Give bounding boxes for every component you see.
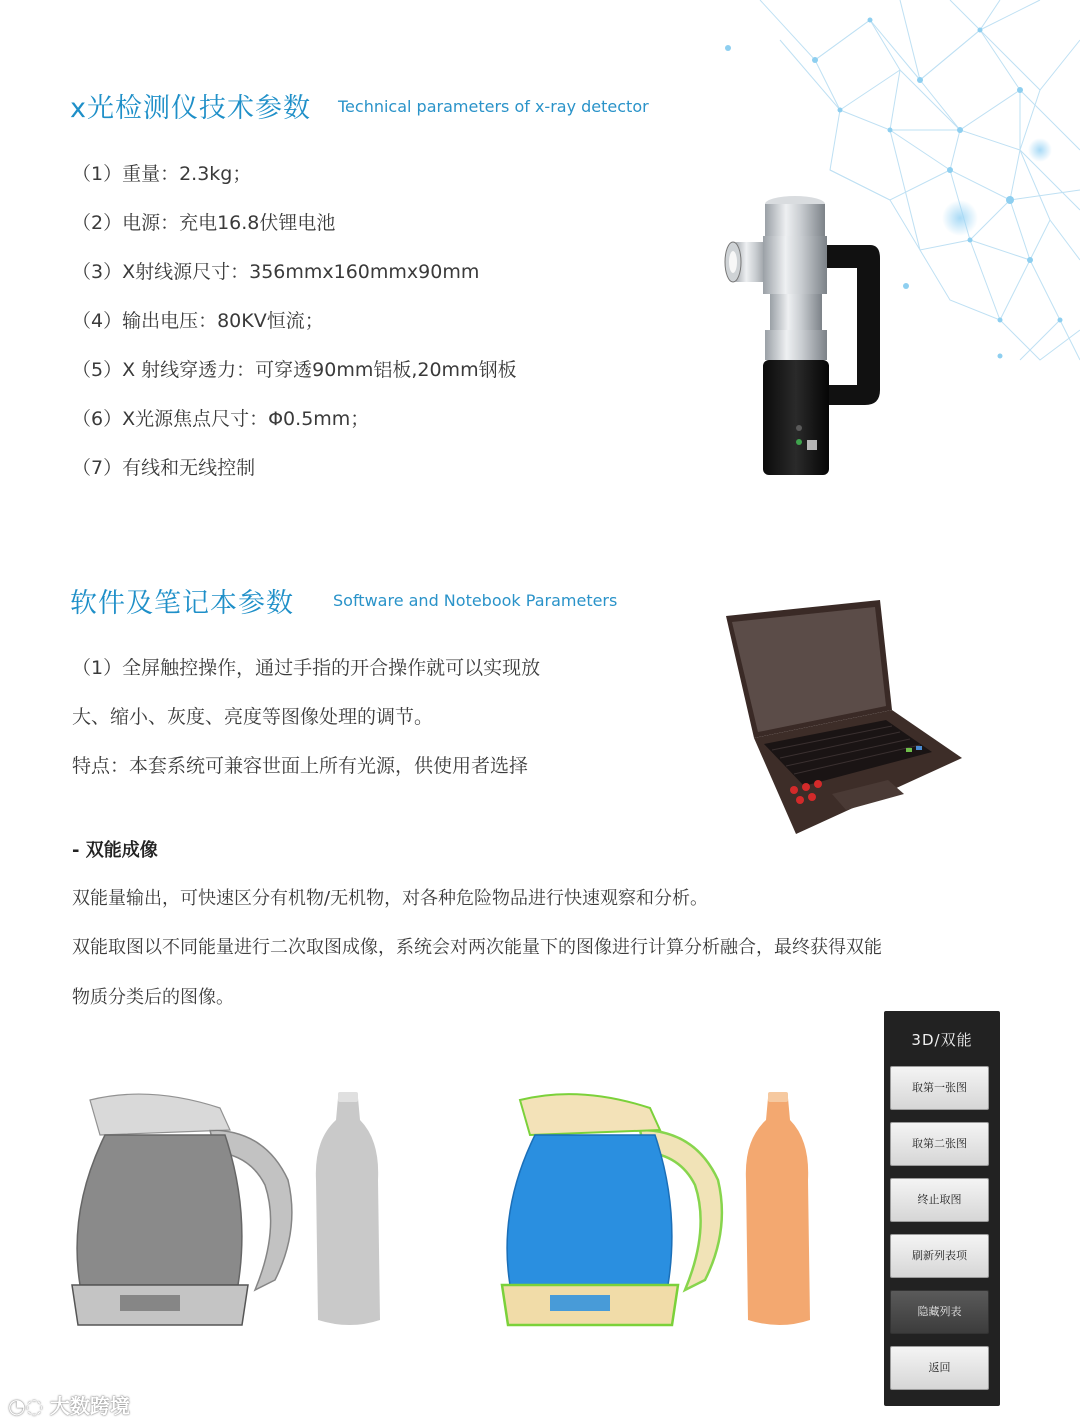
xray-param-penetration: （5）X 射线穿透力：可穿透90mm铝板,20mm钢板 xyxy=(72,359,517,381)
xray-dual-energy-image xyxy=(490,1090,820,1340)
capture-second-image-button[interactable]: 取第二张图 xyxy=(890,1122,989,1166)
software-section-subtitle: Software and Notebook Parameters xyxy=(333,591,618,610)
laptop-image xyxy=(720,598,970,838)
software-feature: 特点：本套系统可兼容世面上所有光源，供使用者选择 xyxy=(72,755,529,777)
dual-energy-heading: - 双能成像 xyxy=(72,840,158,861)
software-line-2: 大、缩小、灰度、亮度等图像处理的调节。 xyxy=(72,706,434,728)
xray-section-subtitle: Technical parameters of x-ray detector xyxy=(338,97,649,116)
xray-param-size: （3）X射线源尺寸：356mmx160mmx90mm xyxy=(72,261,480,283)
xray-param-weight: （1）重量：2.3kg； xyxy=(72,163,252,185)
panel-title: 3D/双能 xyxy=(911,1031,973,1049)
capture-first-image-button[interactable]: 取第一张图 xyxy=(890,1066,989,1110)
xray-device-image xyxy=(715,190,890,485)
xray-section-title: x光检测仪技术参数 xyxy=(70,93,311,124)
xray-param-power: （2）电源：充电16.8伏锂电池 xyxy=(72,212,336,234)
hide-list-button[interactable]: 隐藏列表 xyxy=(890,1290,989,1334)
xray-param-control: （7）有线和无线控制 xyxy=(72,457,256,479)
software-section-title: 软件及笔记本参数 xyxy=(70,588,294,619)
watermark-text: 大数跨境 xyxy=(49,1394,130,1418)
stop-capture-button[interactable]: 终止取图 xyxy=(890,1178,989,1222)
watermark xyxy=(8,1390,130,1419)
xray-param-focus: （6）X光源焦点尺寸：Φ0.5mm； xyxy=(72,408,370,430)
dual-energy-control-panel xyxy=(884,1011,1000,1406)
dual-energy-paragraph-1: 双能量输出，可快速区分有机物/无机物，对各种危险物品进行快速观察和分析。 xyxy=(72,888,709,909)
dual-energy-paragraph-2a: 双能取图以不同能量进行二次取图成像，系统会对两次能量下的图像进行计算分析融合，最终获得双能 xyxy=(72,937,882,958)
xray-grayscale-image xyxy=(60,1090,390,1340)
back-button[interactable]: 返回 xyxy=(890,1346,989,1390)
xray-param-voltage: （4）输出电压：80KV恒流； xyxy=(72,310,324,332)
watermark-logo-icon: ◔◌ xyxy=(8,1394,50,1418)
software-line-1: （1）全屏触控操作，通过手指的开合操作就可以实现放 xyxy=(72,657,541,679)
dual-energy-paragraph-2b: 物质分类后的图像。 xyxy=(72,987,234,1008)
refresh-list-button[interactable]: 刷新列表项 xyxy=(890,1234,989,1278)
